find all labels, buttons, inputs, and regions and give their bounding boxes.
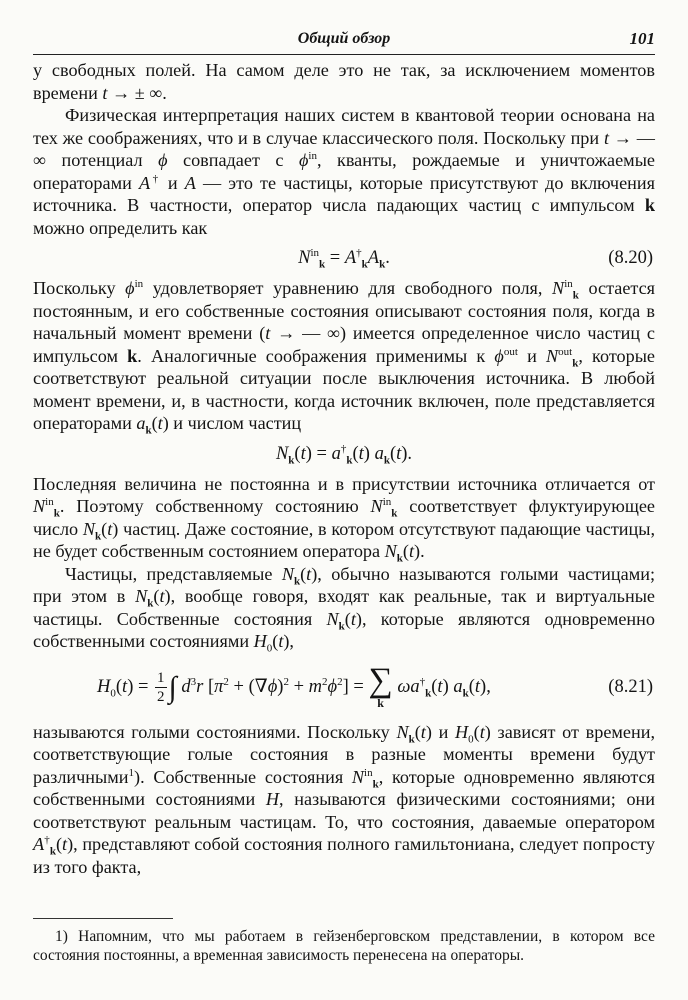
equation-number-operator bbox=[33, 437, 655, 471]
paragraph-4: Последняя величина не постоянна и в присутствии источника отличается от $N^{in}_k$. Поэтому собственному состоянию $N^{in}_k$ соответствует флуктуирующее число $N_k(t)$ частиц. Даже состояние, в котором отсутствуют падающие частицы, не будет собственным состоянием оператора $N_k(t)$. bbox=[33, 473, 655, 565]
equation-8-20 bbox=[33, 241, 655, 275]
equation-8-20-body: $N^{in}_k = A^\dagger_kA_k$. bbox=[298, 246, 390, 271]
header-rule bbox=[33, 54, 655, 55]
paragraph-3: Поскольку $\phi^{in}$ удовлетворяет уравнению для свободного поля, $N^{in}_k$ остается постоянным, и его собственные состояния описывают состояния поля, когда в начальный момент времени (t → — ∞) имеется определенное число частиц с импульсом k. Аналогичные соображения применимы к $\phi^{out}$ и $N^{out}_k$, которые соответствуют реальной ситуации после выключения источника. В любой момент времени, и, в частности, когда источник включен, поле представляется операторами $a_k(t)$ и числом частиц bbox=[33, 277, 656, 437]
footnote-rule bbox=[33, 918, 173, 919]
footnote: 1) Напомним, что мы работаем в гейзенберговском представлении, в котором все состояния постоянны, а временная зависимость перенесена на операторы. bbox=[33, 928, 655, 964]
equation-8-20-number: (8.20) bbox=[608, 248, 653, 268]
paragraph-6: называются голыми состояниями. Поскольку $N_k(t)$ и $H_0(t)$ зависят от времени, соответствующие голые состояния в разные моменты времени будут различными$^1$). Собственные состояния $N^{in}_k$, которые одновременно являются собственными состояниями H, называются физическими состояниями; они соответствуют реальным частицам. То, что состояния, даваемые оператором $A^\dagger_k(t)$, представляют собой состояния полного гамильтониана, следует попросту из того факта, bbox=[33, 721, 656, 877]
equation-8-21-body: $H_0(t)$ = $\frac{1}{2}$ ∫ $d^3r$ $[\pi^2 + (\nabla\phi)^2 + m^2\phi^2]$ = ∑ k $\omega a^\dagger_k(t)$ $a_k(t)$, bbox=[97, 662, 491, 711]
running-header bbox=[33, 26, 655, 52]
paragraph-2: Физическая интерпретация наших систем в квантовой теории основана на тех же соображениях, что и в случае классического поля. Поскольку при t → — ∞ потенциал ϕ совпадает с $\phi^{in}$, кванты, рождаемые и уничтожаемые операторами A† и A — это те частицы, которые присутствуют до включения источника. В частности, оператор числа падающих частиц с импульсом k можно определить как bbox=[33, 105, 655, 238]
equation-8-21 bbox=[33, 655, 655, 719]
paragraph-5: Частицы, представляемые $N_k(t)$, обычно называются голыми частицами; при этом в $N_k(t)$, вообще говоря, входят как реальные, так и виртуальные частицы. Собственные состояния $N_k(t)$, которые являются одновременно собственными состояниями $H_0(t)$, bbox=[33, 563, 656, 655]
equation-number-operator-body: $N_k(t) = a^\dagger_k(t)$ $a_k(t)$. bbox=[275, 442, 413, 467]
running-title: Общий обзор bbox=[297, 30, 391, 47]
book-page bbox=[33, 26, 655, 965]
paragraph-1: у свободных полей. На самом деле это не так, за исключением моментов времени t → ± ∞. bbox=[33, 60, 655, 103]
page-number: 101 bbox=[629, 29, 655, 48]
equation-8-21-number: (8.21) bbox=[608, 676, 653, 697]
